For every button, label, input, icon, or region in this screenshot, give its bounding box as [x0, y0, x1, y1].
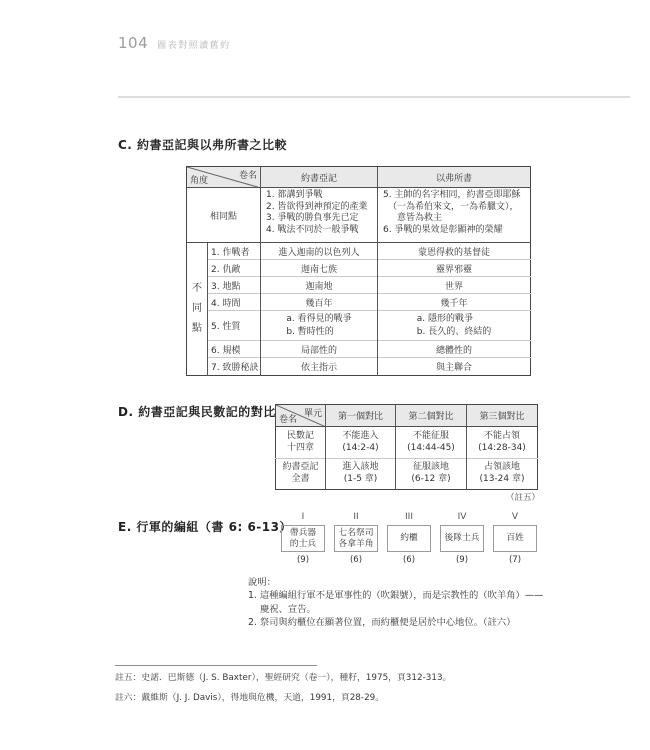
section-d-title: D. 約書亞記與民數記的對比 [118, 405, 276, 419]
explanation-item: 1. 這種編組行軍不是軍事性的（吹銀號），而是宗教性的（吹羊角）——慶祝、宣告。 [248, 590, 544, 615]
cell: 進入該地 (1-5 章) [326, 459, 396, 490]
diff-row-label: 1. 作戰者 [208, 243, 261, 260]
march-box: 後隊士兵 [440, 525, 484, 552]
footnote-rule [115, 665, 317, 666]
numeral: IV [457, 512, 467, 522]
diff-cell-ephesians: 與主聯合 [378, 358, 531, 376]
running-head: 圖表對照讀舊約 [157, 41, 231, 51]
cell: 不能進入 (14:2-4) [326, 427, 396, 459]
differences-vertical-label: 不 同 點 [187, 243, 208, 376]
cell: 占領該地 (13-24 章) [467, 459, 538, 490]
diff-row-label: 6. 規模 [208, 341, 261, 358]
diff-row-label: 2. 仇敵 [208, 260, 261, 277]
table-joshua-numbers [275, 404, 538, 490]
col-header-contrast-2: 第二個對比 [396, 405, 467, 427]
diagonal-header-cell [276, 405, 326, 427]
header-rule [118, 96, 630, 98]
diff-cell-joshua: 迦南地 [261, 277, 378, 294]
diff-cell-ephesians: 靈界邪靈 [378, 260, 531, 277]
numeral: V [511, 512, 519, 522]
diff-row-label: 5. 性質 [208, 311, 261, 341]
cell: 不能征服 (14:44-45) [396, 427, 467, 459]
march-column-4 [440, 511, 484, 565]
similarities-label: 相同點 [209, 211, 237, 222]
diff-cell-ephesians: a. 隱形的戰爭 b. 長久的、終結的 [378, 311, 531, 341]
explanation-item: 2. 祭司與約櫃位在顯著位置，而約櫃便是居於中心地位。（註六） [248, 617, 516, 629]
diff-cell-joshua: a. 看得見的戰爭 b. 暫時性的 [261, 311, 378, 341]
diagonal-header-cell [187, 167, 261, 188]
footnote-ref-5: （註五） [505, 493, 540, 503]
col-header-joshua: 約書亞記 [261, 167, 378, 188]
diff-cell-ephesians: 總體性的 [378, 341, 531, 358]
march-box: 帶兵器 的士兵 [281, 525, 325, 552]
march-count: (9) [296, 555, 310, 565]
march-column-2 [334, 511, 378, 565]
col-header-contrast-1: 第一個對比 [326, 405, 396, 427]
footnote-6: 註六：戴維斯（J. J. Davis），得地與危機，天道，1991，頁28-29。 [115, 693, 385, 703]
section-c-title: C. 約書亞記與以弗所書之比較 [118, 138, 288, 152]
row-label-numbers14: 民數記 十四章 [286, 430, 314, 453]
cell: 不能占領 (14:28-34) [467, 427, 538, 459]
diff-cell-joshua: 迦南七族 [261, 260, 378, 277]
diff-cell-joshua: 局部性的 [261, 341, 378, 358]
page-number: 104 [118, 34, 149, 52]
diff-cell-joshua: 幾百年 [261, 294, 378, 311]
diff-cell-ephesians: 幾千年 [378, 294, 531, 311]
march-column-1 [281, 511, 325, 565]
row-label-joshua-whole: 約書亞記 全書 [276, 459, 326, 490]
diff-cell-joshua: 依主指示 [261, 358, 378, 376]
footnotes [115, 670, 585, 710]
similarities-joshua: 1. 都講到爭戰 2. 皆欲得到神預定的產業 3. 爭戰的勝負事先已定 4. 戰法不同於一般爭戰 [261, 188, 378, 243]
diff-cell-ephesians: 蒙恩得救的基督徒 [378, 243, 531, 260]
footnote-5: 註五：史諾．巴斯德（J. S. Baxter），聖經研究（卷一），種籽，1975，頁312-313。 [115, 673, 452, 683]
diff-cell-ephesians: 世界 [378, 277, 531, 294]
diff-row-label: 4. 時間 [208, 294, 261, 311]
diff-row-label: 7. 致勝秘訣 [208, 358, 261, 376]
similarities-ephesians: 5. 主帥的名字相同，約書亞即耶穌 （一為希伯來文，一為希臘文）， 意皆為救主 6. 爭戰的果效是彰顯神的榮耀 [378, 188, 531, 243]
col-header-ephesians: 以弗所書 [378, 167, 531, 188]
section-e-title: E. 行軍的編組（書 6: 6-13） [118, 520, 292, 534]
march-box: 約櫃 [387, 525, 431, 552]
march-column-5 [493, 511, 537, 565]
col-header-contrast-3: 第三個對比 [467, 405, 538, 427]
numeral: II [353, 512, 359, 522]
numeral: I [301, 512, 305, 522]
march-count: (6) [402, 555, 416, 565]
march-box: 百姓 [493, 525, 537, 552]
diff-cell-joshua: 進入迦南的以色列人 [261, 243, 378, 260]
page-header [118, 34, 231, 52]
march-count: (6) [349, 555, 363, 565]
march-box: 七名祭司 各拿羊角 [334, 525, 378, 552]
cell: 征服該地 (6-12 章) [396, 459, 467, 490]
explanation-title: 說明： [248, 577, 276, 588]
corner-label-bottom: 卷名 [279, 415, 298, 425]
explanation-block [248, 576, 550, 630]
numeral: III [405, 512, 413, 522]
march-column-3 [387, 511, 431, 565]
march-count: (9) [455, 555, 469, 565]
corner-label-top: 單元 [303, 409, 322, 419]
diff-row-label: 3. 地點 [208, 277, 261, 294]
corner-label-top: 卷名 [238, 171, 257, 181]
march-count: (7) [508, 555, 522, 565]
corner-label-bottom: 角度 [190, 176, 209, 186]
marching-order-diagram [281, 511, 537, 565]
table-joshua-ephesians [186, 166, 531, 376]
